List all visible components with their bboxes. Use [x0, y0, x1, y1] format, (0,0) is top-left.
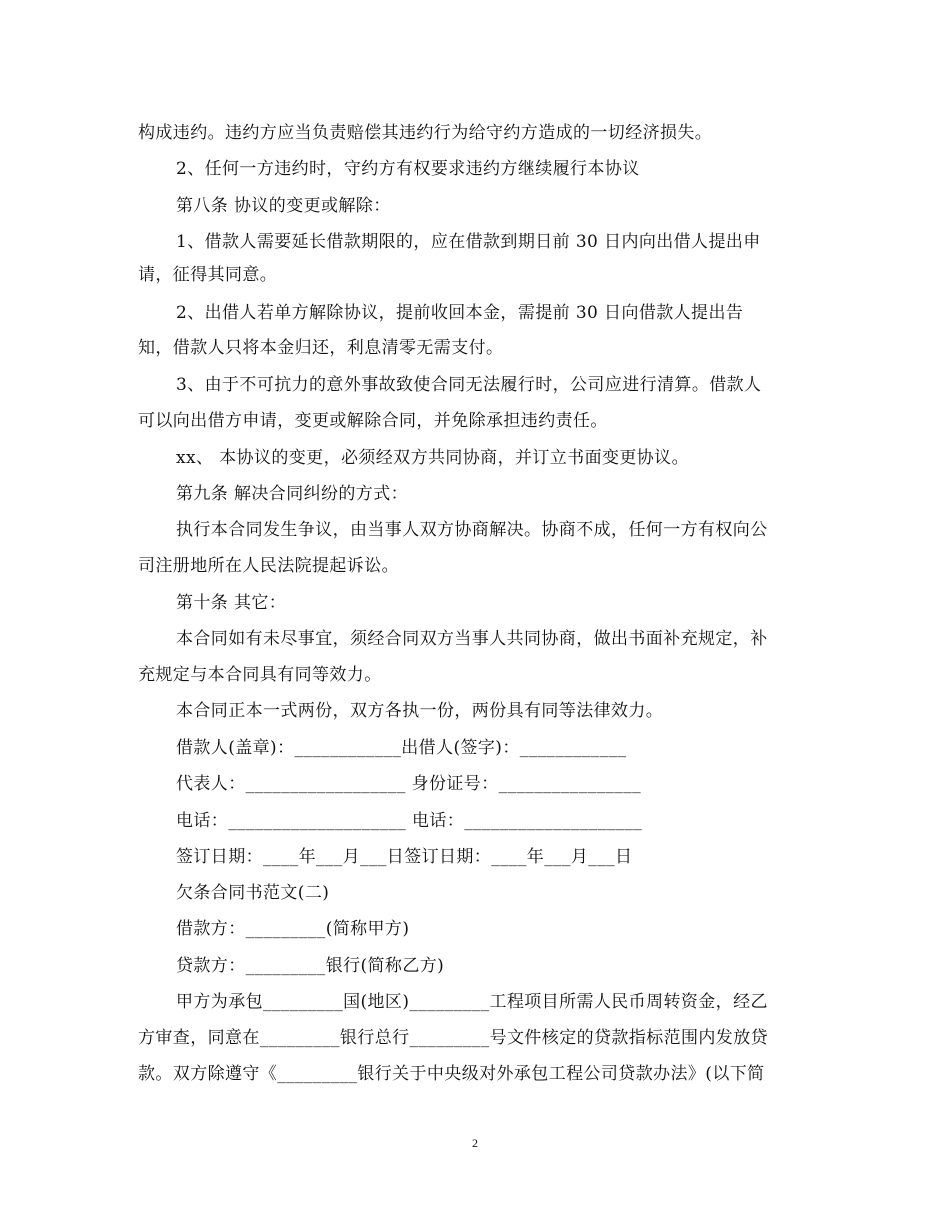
text-line: 3、由于不可抗力的意外事故致使合同无法履行时，公司应进行清算。借款人	[176, 375, 762, 395]
text-line: 2、任何一方违约时，守约方有权要求违约方继续履行本协议	[176, 159, 640, 179]
article-heading: 第八条 协议的变更或解除：	[176, 196, 391, 216]
text-line: 借款方：_________(简称甲方)	[176, 919, 410, 939]
signature-line: 电话：____________________ 电话：____________________	[176, 811, 643, 831]
text-line: 本合同如有未尽事宜，须经合同双方当事人共同协商，做出书面补充规定，补	[176, 629, 768, 649]
text-line: 司注册地所在人民法院提起诉讼。	[138, 556, 399, 576]
article-heading: 第九条 解决合同纠纷的方式：	[176, 484, 409, 504]
text-line: 执行本合同发生争议，由当事人双方协商解决。协商不成，任何一方有权向公	[176, 520, 768, 540]
section-title: 欠条合同书范文(二)	[176, 883, 330, 903]
text-line: 方审查，同意在_________银行总行_________号文件核定的贷款指标范围内发放贷	[138, 1028, 768, 1048]
text-line: 知，借款人只将本金归还，利息清零无需支付。	[138, 338, 504, 358]
text-line: 贷款方：_________银行(简称乙方)	[176, 956, 445, 976]
text-line: 构成违约。违约方应当负责赔偿其违约行为给守约方造成的一切经济损失。	[138, 123, 713, 143]
text-line: 可以向出借方申请，变更或解除合同，并免除承担违约责任。	[138, 411, 608, 431]
signature-line: 签订日期：____年___月___日签订日期：____年___月___日	[176, 847, 633, 867]
text-line: 2、出借人若单方解除协议，提前收回本金，需提前 30 日向借款人提出告	[176, 303, 744, 323]
text-line: 充规定与本合同具有同等效力。	[138, 665, 382, 685]
text-line: 款。双方除遵守《_________银行关于中央级对外承包工程公司贷款办法》(以下简	[138, 1064, 765, 1084]
text-line: 请，征得其同意。	[138, 265, 278, 285]
text-line: 甲方为承包_________国(地区)_________工程项目所需人民币周转资金，经乙	[176, 992, 768, 1012]
signature-line: 代表人：__________________ 身份证号：________________	[176, 774, 642, 794]
signature-line: 借款人(盖章)：____________出借人(签字)：____________	[176, 738, 627, 758]
page-number: 2	[472, 1136, 478, 1150]
text-line: xx、 本协议的变更，必须经双方共同协商，并订立书面变更协议。	[176, 448, 689, 468]
article-heading: 第十条 其它：	[176, 593, 287, 613]
text-line: 1、借款人需要延长借款期限的，应在借款到期日前 30 日内向出借人提出申	[176, 232, 761, 252]
text-line: 本合同正本一式两份，双方各执一份，两份具有同等法律效力。	[176, 701, 664, 721]
